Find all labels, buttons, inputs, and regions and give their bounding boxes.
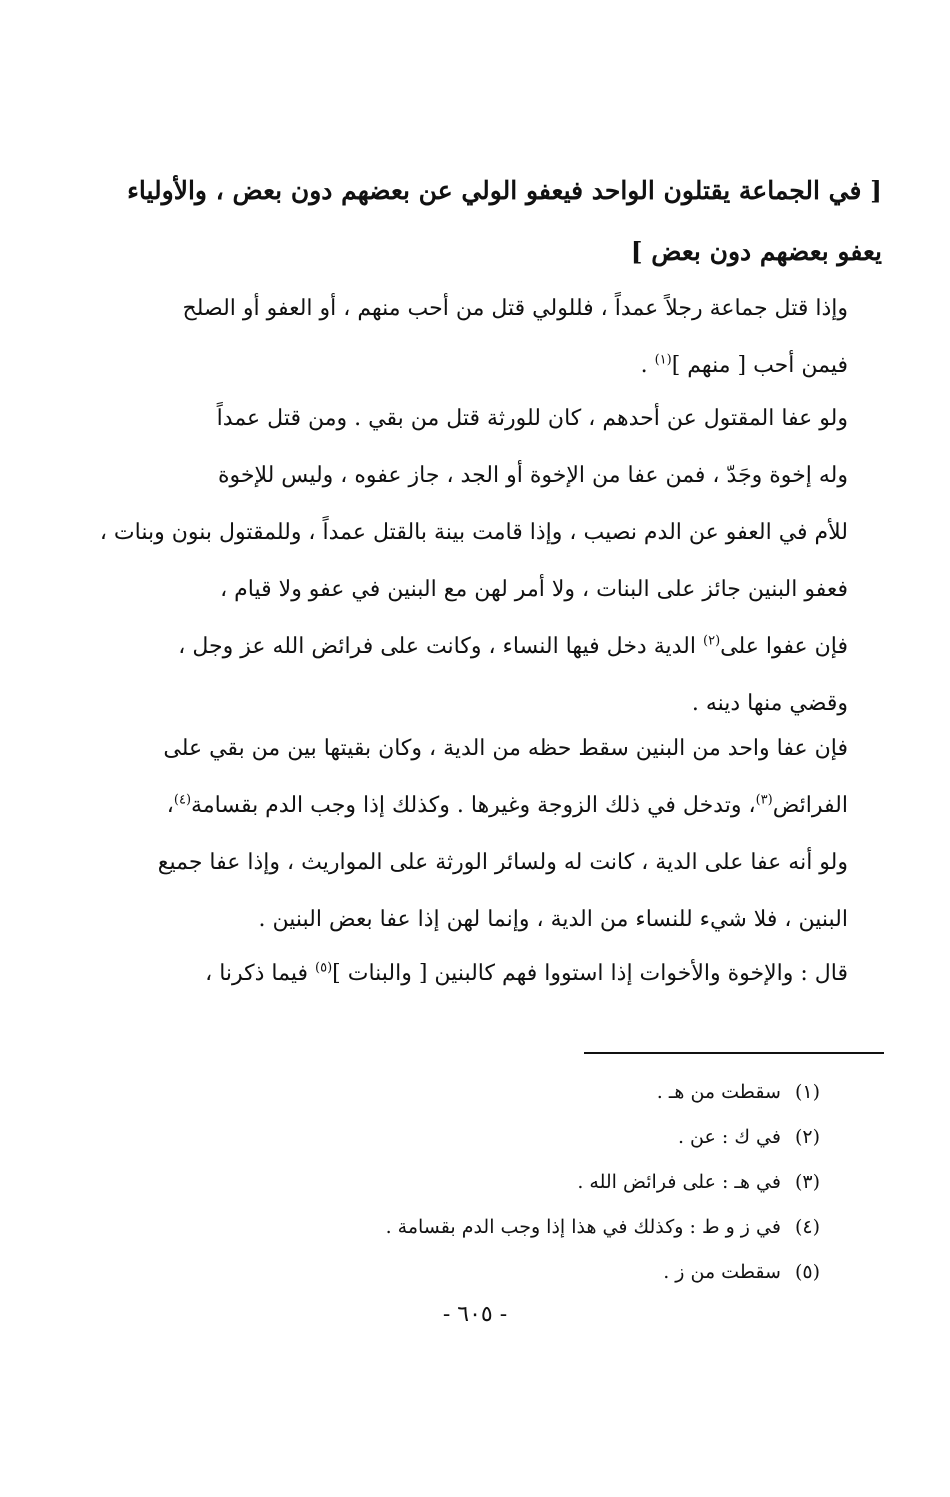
- paragraph-line: للأم في العفو عن الدم نصيب ، وإذا قامت بينة بالقتل عمداً ، وللمقتول بنون وبنات ،: [99, 520, 848, 545]
- footnote-text: سقطت من هـ .: [656, 1081, 781, 1103]
- paragraph-1: [82, 280, 882, 404]
- footnote-marker: (٣): [755, 792, 773, 808]
- paragraph-line: ولو أنه عفا على الدية ، كانت له ولسائر الورثة على المواريث ، وإذا عفا جميع: [157, 850, 848, 875]
- paragraph-line: قال : والإخوة والأخوات إذا استووا فهم كالبنين [ والبنات ]$^{(٥)}$ فيما ذكرنا ،: [205, 960, 848, 986]
- paragraph-line: وله إخوة وجَدّ ، فمن عفا من الإخوة أو الجد ، جاز عفوه ، وليس للإخوة: [217, 463, 848, 488]
- footnote-item: [82, 1160, 882, 1205]
- section-heading: [82, 160, 882, 282]
- footnotes: [82, 1070, 882, 1295]
- footnote-number: (٣): [794, 1171, 820, 1193]
- paragraph-line: فإن عفا واحد من البنين سقط حظه من الدية ، وكان بقيتها بين من بقي على: [163, 736, 848, 761]
- paragraph-line: فإن عفوا على$^{(٢)}$ الدية دخل فيها النساء ، وكانت على فرائض الله عز وجل ،: [178, 633, 848, 659]
- footnote-item: [82, 1205, 882, 1250]
- footnote-separator: [584, 1052, 884, 1054]
- page-number: - ٦٠٥ -: [442, 1302, 508, 1327]
- footnote-marker: (٥): [315, 960, 333, 976]
- footnote-number: (٥): [794, 1261, 820, 1283]
- paragraph-2: [82, 390, 882, 742]
- footnote-item: [82, 1070, 882, 1115]
- heading-line-2: يعفو بعضهم دون بعض ]: [630, 237, 882, 266]
- footnote-item: [82, 1115, 882, 1160]
- paragraph-line: الفرائض$^{(٣)}$، وتدخل في ذلك الزوجة وغيرها . وكذلك إذا وجب الدم بقسامة$^{(٤)}$،: [166, 792, 848, 818]
- footnote-marker: (٢): [703, 633, 721, 649]
- footnote-text: سقطت من ز .: [663, 1261, 781, 1283]
- footnote-text: في هـ : على فرائض الله .: [577, 1171, 781, 1193]
- footnote-number: (٤): [794, 1216, 820, 1238]
- paragraph-3: [82, 720, 882, 958]
- paragraph-line: البنين ، فلا شيء للنساء من الدية ، وإنما لهن إذا عفا بعض البنين .: [258, 907, 848, 932]
- footnote-item: [82, 1250, 882, 1295]
- paragraph-line: فيمن أحب [ منهم ]$^{(١)}$ .: [640, 352, 848, 378]
- footnote-number: (٢): [794, 1126, 820, 1148]
- paragraph-line: ولو عفا المقتول عن أحدهم ، كان للورثة قتل من بقي . ومن قتل عمداً: [216, 406, 848, 431]
- footnote-number: (١): [794, 1081, 820, 1103]
- footnote-text: في ز و ط : وكذلك في هذا إذا وجب الدم بقسامة .: [385, 1216, 781, 1238]
- footnote-marker: (١): [654, 352, 672, 368]
- paragraph-line: وإذا قتل جماعة رجلاً عمداً ، فللولي قتل من أحب منهم ، أو العفو أو الصلح: [182, 296, 848, 321]
- paragraph-4: [82, 945, 882, 1012]
- paragraph-line: وقضي منها دينه .: [691, 691, 848, 716]
- paragraph-line: فعفو البنين جائز على البنات ، ولا أمر لهن مع البنين في عفو ولا قيام ،: [220, 577, 848, 602]
- heading-line-1: [ في الجماعة يقتلون الواحد فيعفو الولي عن بعضهم دون بعض ، والأولياء: [127, 176, 882, 205]
- footnote-marker: (٤): [173, 792, 192, 808]
- footnote-text: في ك : عن .: [677, 1126, 781, 1148]
